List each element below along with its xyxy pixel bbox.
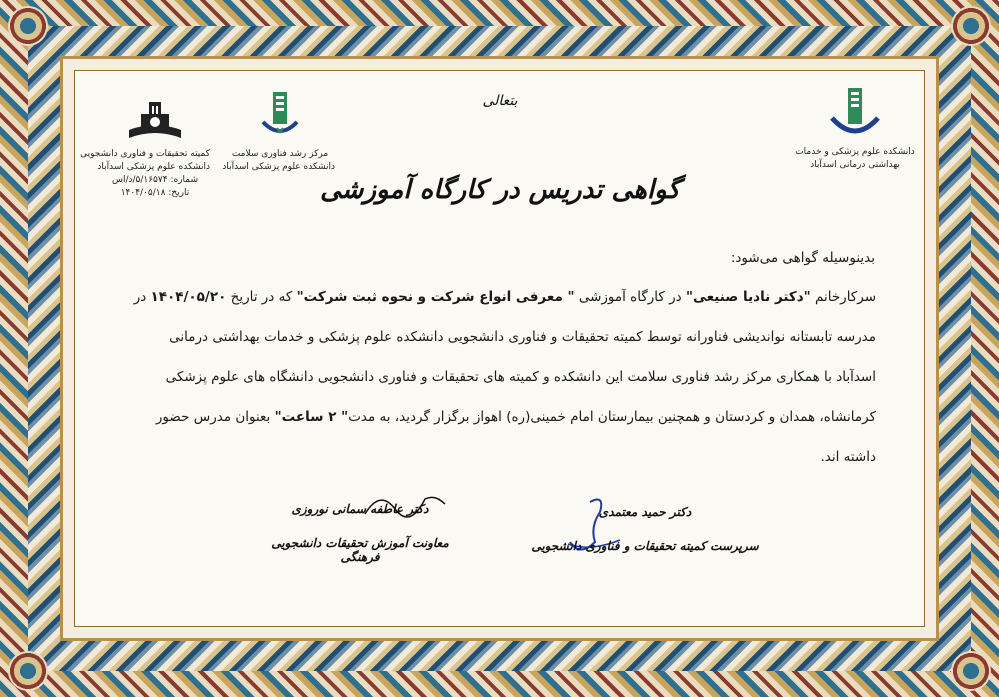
body-line-5: داشته اند. — [820, 449, 876, 465]
left-signer-role: معاونت آموزش تحقیقات دانشجویی فرهنگی — [271, 536, 449, 564]
middle-logo-line2: دانشکده علوم پزشکی اسدآباد — [222, 162, 335, 172]
workshop-title: " معرفی انواع شرکت و نحوه ثبت شرکت" — [296, 289, 575, 305]
body-l1-a: سرکارخانم — [810, 289, 876, 305]
left-logo-line2: دانشکده علوم پزشکی اسدآباد — [97, 162, 210, 172]
left-signature-block — [250, 502, 470, 564]
letter-date-value: ۱۴۰۴/۰۵/۱۸ — [120, 188, 166, 198]
body-l1-c: که در تاریخ — [226, 289, 297, 305]
right-signature-block — [530, 505, 760, 553]
letter-number-value: ۵/۱۶۵۷۴/د/اس — [111, 175, 168, 185]
recipient-name: "دکتر نادیا صنیعی" — [685, 289, 811, 305]
middle-logo-line1: مرکز رشد فناوری سلامت — [231, 149, 329, 159]
letter-date-label: تاریخ: — [168, 188, 190, 198]
incubator-logo-icon — [255, 88, 305, 144]
body-line-4 — [128, 402, 876, 433]
left-signer-name: دکتر عاطفه سمانی نوروزی — [291, 502, 429, 516]
letter-number — [100, 174, 210, 187]
ornament-corner-icon — [951, 6, 991, 46]
certificate-title: گواهی تدریس در کارگاه آموزشی — [320, 175, 680, 205]
ornament-corner-icon — [8, 6, 48, 46]
right-logo-block — [790, 86, 920, 172]
body-l4-a: کرمانشاه، همدان و کردستان و همچنین بیمارستان امام خمینی(ره) اهواز برگزار گردید، به مدت — [348, 409, 876, 425]
body-line-1 — [128, 282, 876, 313]
research-committee-logo-icon — [125, 100, 185, 144]
left-logo-block — [80, 100, 210, 200]
right-logo-line2: بهداشتی درمانی اسدآباد — [810, 160, 900, 170]
body-line-2: مدرسه تابستانه نواندیشی فناورانه توسط کمیته تحقیقات و فناوری دانشجویی دانشکده علوم پزشکی و خدمات بهداشتی درمانی — [169, 329, 876, 345]
body-l4-b: بعنوان مدرس حضور — [155, 409, 275, 425]
workshop-date: ۱۴۰۴/۰۵/۲۰ — [150, 289, 227, 305]
workshop-hours: " ۲ ساعت" — [274, 409, 349, 425]
letter-date — [100, 187, 210, 200]
ornament-corner-icon — [8, 651, 48, 691]
body-l1-b: در کارگاه آموزشی — [574, 289, 686, 305]
middle-logo-block — [222, 88, 335, 174]
ornament-corner-icon — [951, 651, 991, 691]
right-signer-role: سرپرست کمیته تحقیقات و فناوری دانشجویی — [531, 539, 759, 553]
body-l1-d: در — [133, 289, 151, 305]
bismillah-heading: بتعالی — [482, 93, 518, 109]
left-logo-line1: کمیته تحقیقات و فناوری دانشجویی — [80, 149, 210, 159]
university-logo-icon — [828, 86, 882, 142]
right-logo-line1: دانشکده علوم پزشکی و خدمات — [795, 147, 915, 157]
right-signer-name: دکتر حمید معتمدی — [598, 505, 692, 519]
letter-number-label: شماره: — [170, 175, 199, 185]
body-line-3: اسدآباد با همکاری مرکز رشد فناوری سلامت این دانشکده و کمیته های تحقیقات و فناوری دانشجویی دانشگاه های علوم پزشکی — [165, 369, 876, 385]
intro-line: بدینوسیله گواهی می‌شود: — [730, 250, 875, 266]
certificate-body — [128, 282, 876, 473]
